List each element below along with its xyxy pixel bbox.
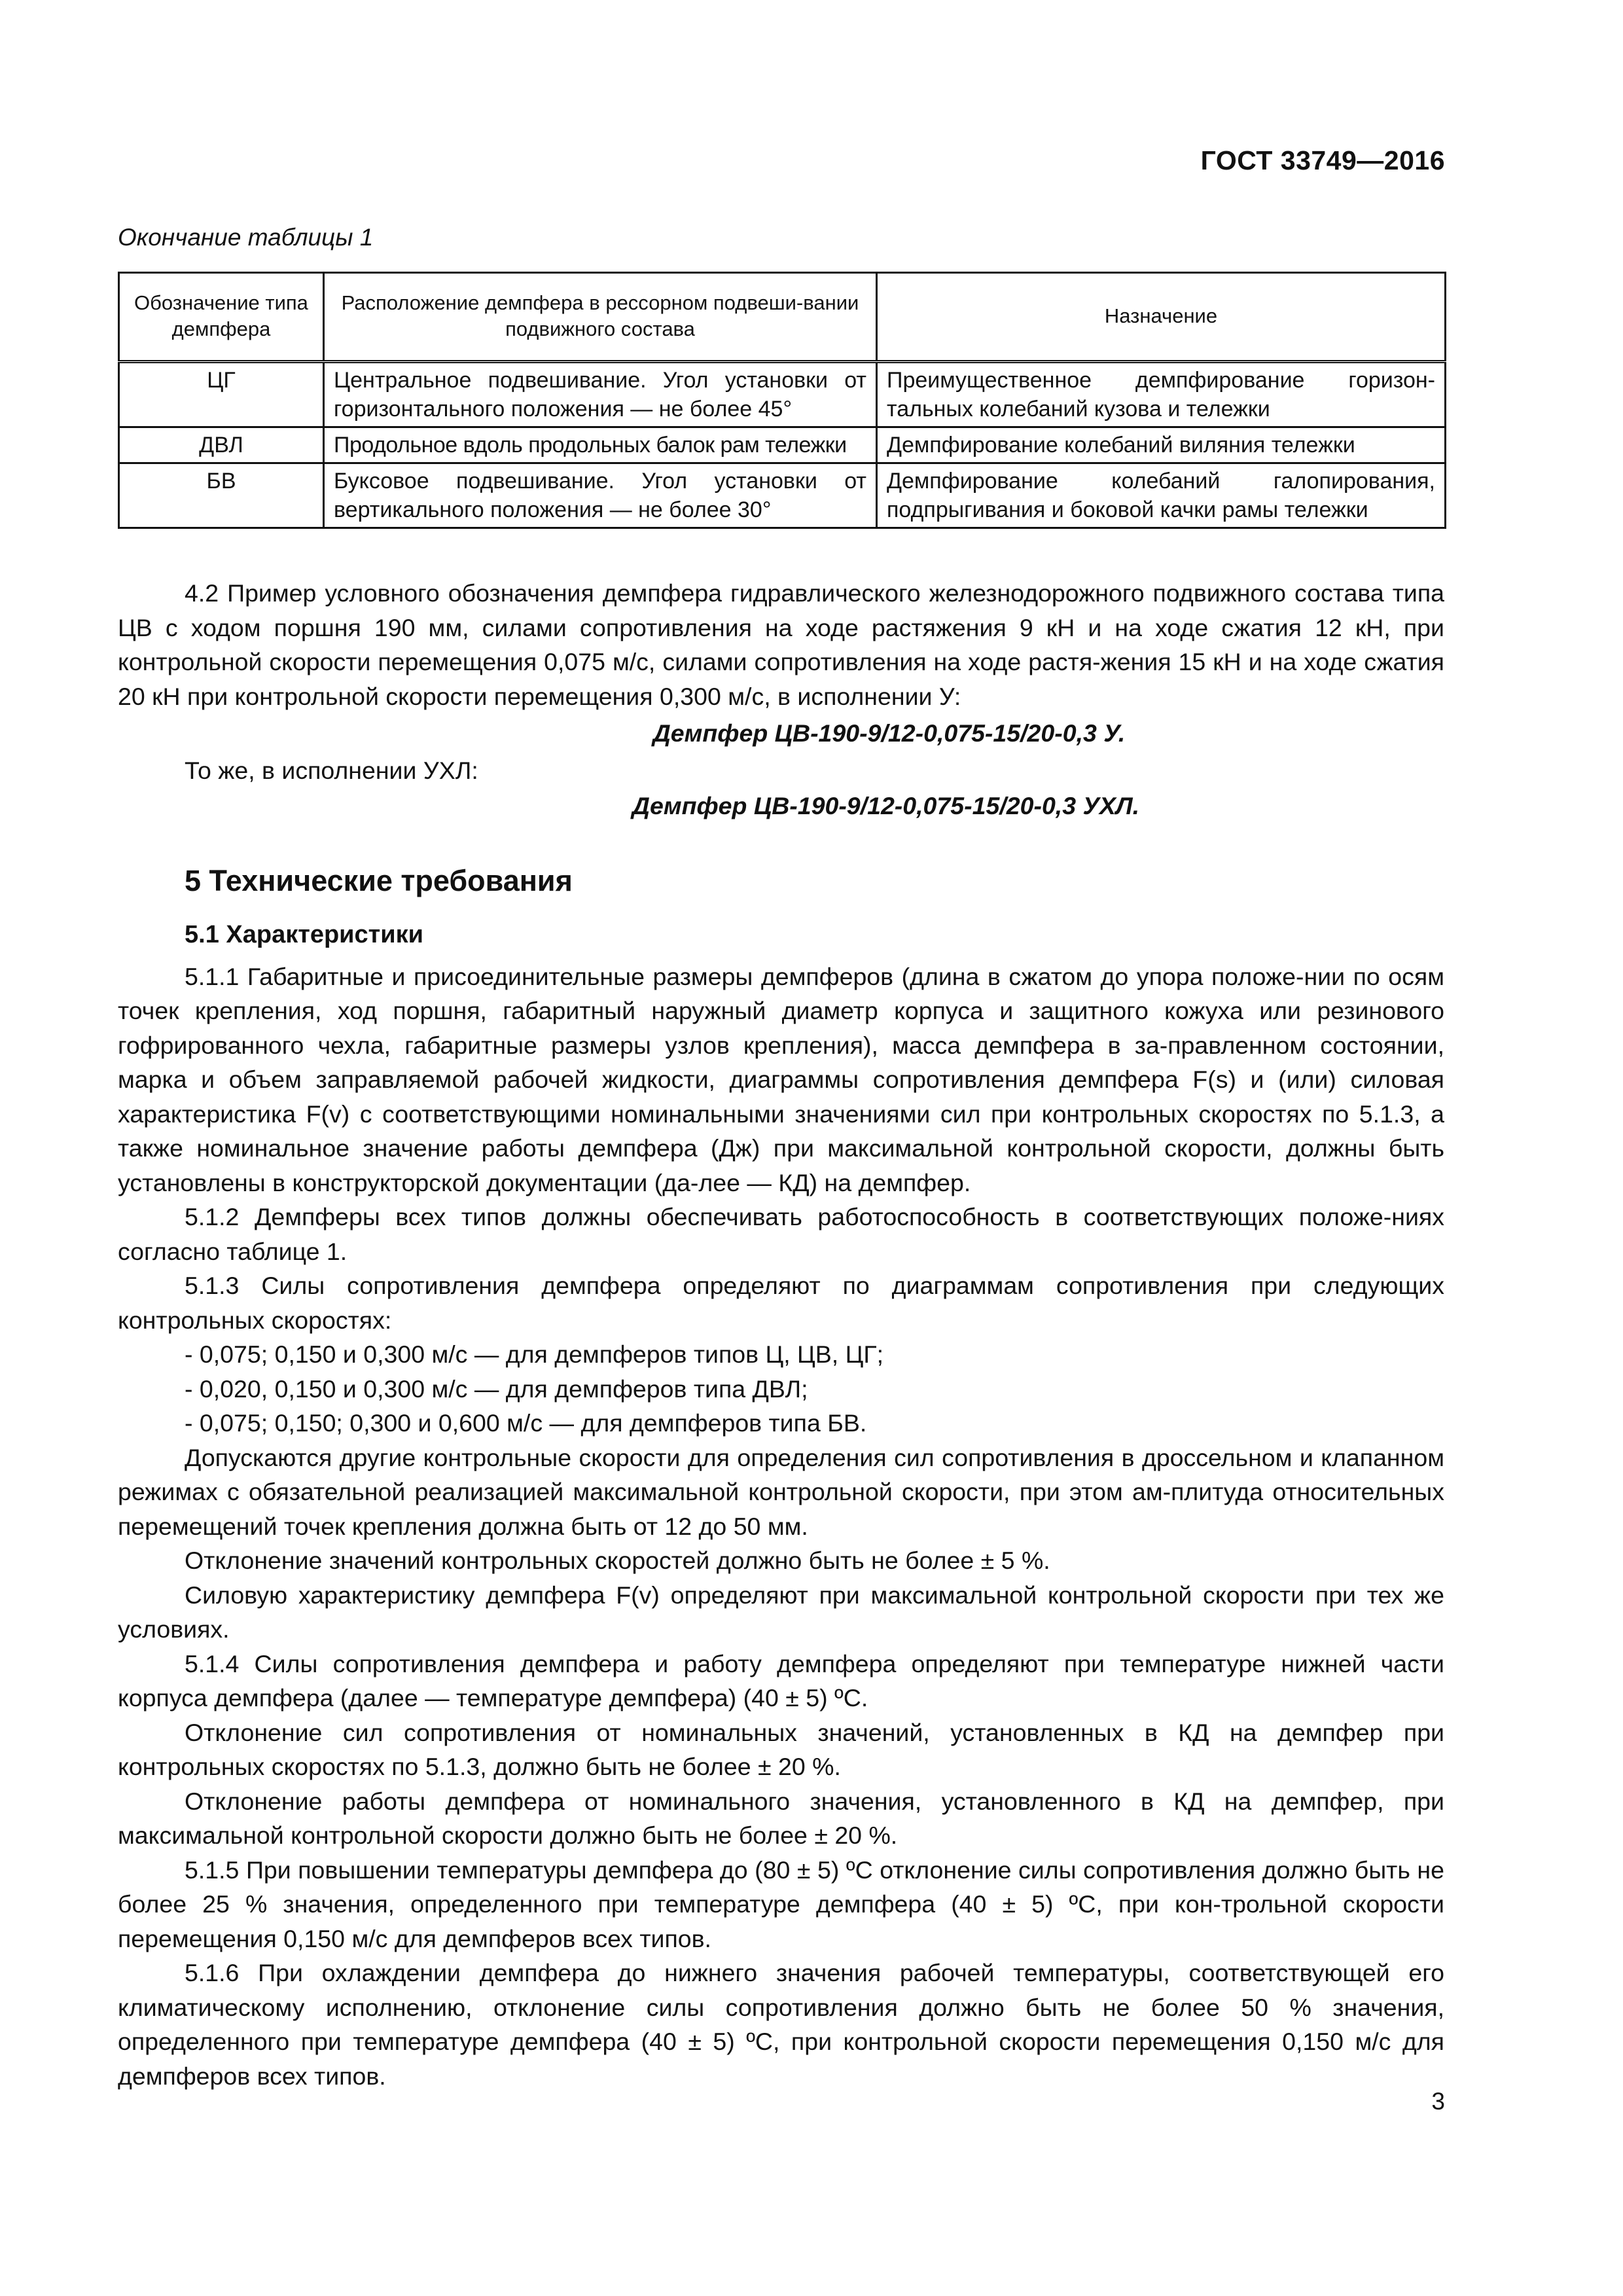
damper-types-table: [118, 272, 1446, 529]
section-5-heading: 5 Технические требования: [185, 863, 573, 897]
table-row: [119, 463, 1446, 528]
list-item: - 0,075; 0,150 и 0,300 м/с — для демпферов типов Ц, ЦВ, ЦГ;: [185, 1340, 884, 1368]
paragraph-force-characteristic: Силовую характеристику демпфера F(v) определяют при максимальной контрольной скорости при тех же условиях.: [118, 1581, 1444, 1643]
paragraph-5-1-5: 5.1.5 При повышении температуры демпфера до (80 ± 5) ºС отклонение силы сопротивления должно быть не более 25 % значения, определенного при температуре демпфера (40 ± 5) ºС, при кон-трольной скорости перемещения 0,150 м/с для демпферов всех типов.: [118, 1856, 1444, 1952]
paragraph-5-1-2: 5.1.2 Демпферы всех типов должны обеспечивать работоспособность в соответствующих положе-ниях согласно таблице 1.: [118, 1203, 1444, 1265]
cell-purpose: Демпфирование колебаний галопирования, подпрыгивания и боковой качки рамы тележки: [877, 463, 1446, 528]
header-damper-type: Обозначение типа демпфера: [119, 273, 324, 362]
cell-location: Буксовое подвешивание. Угол установки от вертикального положения — не более 30°: [324, 463, 877, 528]
cell-purpose: Демпфирование колебаний виляния тележки: [877, 427, 1446, 463]
cell-location: Продольное вдоль продольных балок рам тележки: [324, 427, 877, 463]
cell-type-code: БВ: [119, 463, 324, 528]
designation-example-u: Демпфер ЦВ-190-9/12-0,075-15/20-0,3 У.: [652, 719, 1126, 747]
paragraph-5-1-1: 5.1.1 Габаритные и присоединительные размеры демпферов (длина в сжатом до упора положе-нии по осям точек крепления, ход поршня, габаритный наружный диаметр корпуса и защитного кожуха или резинового гофрированного чехла, габаритные размеры узлов крепления), масса демпфера в за-правленном состоянии, марка и объем заправляемой рабочей жидкости, диаграммы сопротивления демпфера F(s) и (или) силовая характеристика F(v) с соответствующими номинальными значениями сил при контрольных скоростях по 5.1.3, а также номинальное значение работы демпфера (Дж) при максимальной контрольной скорости, должны быть установлены в конструкторской документации (да-лее — КД) на демпфер.: [118, 962, 1444, 1196]
cell-purpose: Преимущественное демпфирование горизон-тальных колебаний кузова и тележки: [877, 362, 1446, 427]
header-purpose: Назначение: [877, 273, 1446, 362]
paragraph-force-deviation: Отклонение сил сопротивления от номинальных значений, установленных в КД на демпфер при контрольных скоростях по 5.1.3, должно быть не более ± 20 %.: [118, 1718, 1444, 1780]
list-item: - 0,075; 0,150; 0,300 и 0,600 м/с — для демпферов типа БВ.: [185, 1409, 867, 1437]
paragraph-5-1-3: 5.1.3 Силы сопротивления демпфера определяют по диаграммам сопротивления при следующих контрольных скоростях:: [118, 1272, 1444, 1334]
page-number: 3: [1431, 2088, 1445, 2115]
paragraph-work-deviation: Отклонение работы демпфера от номинального значения, установленного в КД на демпфер, при максимальной контрольной скорости должно быть не более ± 20 %.: [118, 1787, 1444, 1849]
designation-example-uhl: Демпфер ЦВ-190-9/12-0,075-15/20-0,3 УХЛ.: [632, 792, 1140, 819]
list-item: - 0,020, 0,150 и 0,300 м/с — для демпферов типа ДВЛ;: [185, 1374, 808, 1403]
table-caption: Окончание таблицы 1: [118, 224, 374, 251]
paragraph-speed-deviation: Отклонение значений контрольных скоростей должно быть не более ± 5 %.: [185, 1547, 1050, 1574]
paragraph-5-1-6: 5.1.6 При охлаждении демпфера до нижнего значения рабочей температуры, соответствующей его климатическому исполнению, отклонение силы сопротивления должно быть не более 50 % значения, определенного при температуре демпфера (40 ± 5) ºС, при контрольной скорости перемещения 0,150 м/с для демпферов всех типов.: [118, 1959, 1444, 2090]
paragraph-same-uhl: То же, в исполнении УХЛ:: [185, 756, 478, 784]
header-damper-location: Расположение демпфера в рессорном подвеши-вании подвижного состава: [324, 273, 877, 362]
paragraph-other-speeds: Допускаются другие контрольные скорости для определения сил сопротивления в дроссельном и клапанном режимах с обязательной реализацией максимальной контрольной скорости, при этом ам-плитуда относительных перемещений точек крепления должна быть от 12 до 50 мм.: [118, 1443, 1444, 1540]
table-row: [119, 427, 1446, 463]
cell-type-code: ДВЛ: [119, 427, 324, 463]
paragraph-4-2: 4.2 Пример условного обозначения демпфера гидравлического железнодорожного подвижного состава типа ЦВ с ходом поршня 190 мм, силами сопротивления на ходе растяжения 9 кН и на ходе сжатия 12 кН, при контрольной скорости перемещения 0,075 м/с, силами сопротивления на ходе растя-жения 15 кН и на ходе сжатия 20 кН при контрольной скорости перемещения 0,300 м/с, в исполнении У:: [118, 579, 1444, 710]
document-body: [118, 576, 1444, 2093]
cell-type-code: ЦГ: [119, 362, 324, 427]
section-5-1-heading: 5.1 Характеристики: [185, 920, 424, 948]
table-header-row: [119, 273, 1446, 362]
table-row: [119, 362, 1446, 427]
standard-number: ГОСТ 33749—2016: [1200, 145, 1445, 175]
paragraph-5-1-4: 5.1.4 Силы сопротивления демпфера и работу демпфера определяют при температуре нижней части корпуса демпфера (далее — температуре демпфера) (40 ± 5) ºС.: [118, 1649, 1444, 1712]
cell-location: Центральное подвешивание. Угол установки от горизонтального положения — не более 45°: [324, 362, 877, 427]
